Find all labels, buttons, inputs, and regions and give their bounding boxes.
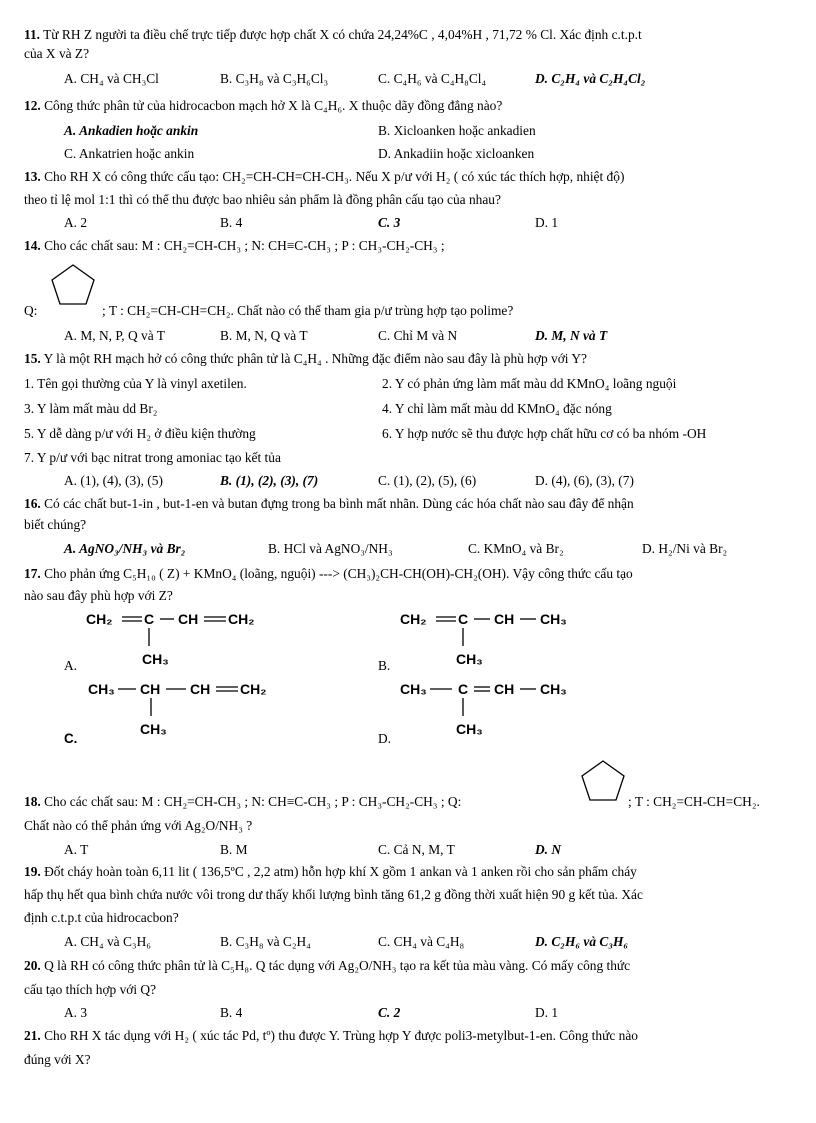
structure-a-diagram — [82, 604, 282, 674]
atom-ch3: CH₃ — [540, 611, 567, 627]
option-c-answer: C. 3 — [378, 215, 401, 230]
question-text: Đốt cháy hoàn toàn 6,11 lit ( 136,5ºC , 2,2 atm) hỗn hợp khí X gồm 1 ankan và 1 anken rồi cho sản phẩm cháy — [44, 864, 637, 879]
option-a: A. 3 — [64, 1005, 88, 1020]
option-d: D. 1 — [535, 215, 559, 230]
atom-ch3: CH₃ — [456, 651, 483, 667]
option-c-answer: C. 2 — [378, 1005, 401, 1020]
atom-ch3: CH₃ — [88, 681, 115, 697]
atom-c: C — [144, 611, 155, 627]
option-c: C. Ankatrien hoặc ankin — [64, 146, 195, 161]
statement-5: 5. Y dễ dàng p/ư với H₂ ở điều kiện thường — [24, 426, 256, 441]
atom-ch2: CH₂ — [240, 681, 267, 697]
option-c: C. (1), (2), (5), (6) — [378, 473, 477, 488]
question-text-cont: biết chúng? — [24, 517, 87, 532]
statement-4: 4. Y chỉ làm mất màu dd KMnO₄ đặc nóng — [382, 401, 612, 416]
question-text: Q là RH có công thức phân tử là C₅H₈. Q tác dụng với Ag₂O/NH₃ tạo ra kết tủa màu vàng. Có mấy công thức — [44, 958, 631, 973]
atom-ch3: CH₃ — [456, 721, 483, 737]
option-c: C. Cả N, M, T — [378, 842, 455, 857]
statement-7: 7. Y p/ư với bạc nitrat trong amoniac tạo kết tủa — [24, 450, 281, 465]
question-12 — [24, 97, 804, 114]
option-b: B. M, N, Q và T — [220, 328, 308, 343]
option-a: A. T — [64, 842, 89, 857]
question-number: 19. — [24, 864, 41, 879]
question-number: 14. — [24, 238, 41, 253]
atom-ch3: CH₃ — [540, 681, 567, 697]
question-text: Có các chất but-1-in , but-1-en và butan đựng trong ba bình mất nhãn. Dùng các hóa chất nào sau đây để nhận — [44, 496, 634, 511]
option-b: B. M — [220, 842, 248, 857]
option-c: C. Chỉ M và N — [378, 328, 458, 343]
question-16 — [24, 495, 804, 512]
option-a: A. CH₄ và CH₃Cl — [64, 71, 159, 86]
option-c: C. CH₄ và C₄H₈ — [378, 934, 465, 949]
atom-ch2: CH₂ — [86, 611, 113, 627]
option-a-answer: A. AgNO₃/NH₃ và Br₂ — [64, 541, 186, 556]
question-17 — [24, 565, 804, 582]
atom-ch: CH — [140, 681, 161, 697]
atom-ch2: CH₂ — [228, 611, 255, 627]
option-c: C. — [64, 731, 78, 746]
question-text: Từ RH Z người ta điều chế trực tiếp được hợp chất X có chứa 24,24%C , 4,04%H , 71,72 % Cl. Xác định c.t.p.t — [43, 27, 642, 42]
question-text: Cho RH X tác dụng với H₂ ( xúc tác Pd, tº) thu được Y. Trùng hợp Y được poli3-metylbut-1-en. Công thức nào — [44, 1028, 638, 1043]
question-text-cont: nào sau đây phù hợp với Z? — [24, 588, 173, 603]
option-b: B. 4 — [220, 215, 243, 230]
atom-ch3: CH₃ — [142, 651, 169, 667]
question-11 — [24, 26, 804, 43]
question-18 — [24, 793, 461, 810]
statement-3: 3. Y làm mất màu dd Br₂ — [24, 401, 158, 416]
question-15 — [24, 350, 804, 367]
q-label: Q: — [24, 303, 38, 318]
question-21 — [24, 1027, 804, 1044]
statement-6: 6. Y hợp nước sẽ thu được hợp chất hữu cơ có ba nhóm -OH — [382, 426, 707, 441]
structure-d-diagram — [396, 676, 596, 740]
option-b: B. C₃H₈ và C₂H₄ — [220, 934, 311, 949]
statement-2: 2. Y có phản ứng làm mất màu dd KMnO₄ loãng nguội — [382, 376, 677, 391]
option-d-answer: D. C₂H₆ và C₃H₆ — [535, 934, 629, 949]
question-text: Cho các chất sau: M : CH₂=CH-CH₃ ; N: CH≡C-CH₃ ; P : CH₃-CH₂-CH₃ ; — [44, 238, 445, 253]
question-text-cont: cấu tạo thích hợp với Q? — [24, 982, 157, 997]
option-a: A. 2 — [64, 215, 88, 230]
question-number: 15. — [24, 351, 41, 366]
question-number: 12. — [24, 98, 41, 113]
question-number: 16. — [24, 496, 41, 511]
option-b: B. Xicloanken hoặc ankadien — [378, 123, 536, 138]
question-text: Cho các chất sau: M : CH₂=CH-CH₃ ; N: CH≡C-CH₃ ; P : CH₃-CH₂-CH₃ ; Q: — [44, 794, 462, 809]
question-number: 21. — [24, 1028, 41, 1043]
option-c: C. C₄H₆ và C₄H₈Cl₄ — [378, 71, 487, 86]
question-text-cont: hấp thụ hết qua bình chứa nước vôi trong dư thấy khối lượng bình tăng 61,2 g đồng thời xuất hiện 90 g kết tủa. Xác — [24, 887, 643, 902]
question-number: 13. — [24, 169, 41, 184]
option-b: B. — [378, 658, 391, 673]
question-20 — [24, 957, 804, 974]
question-number: 18. — [24, 794, 41, 809]
option-d: D. — [378, 731, 392, 746]
option-a: A. M, N, P, Q và T — [64, 328, 165, 343]
atom-ch2: CH₂ — [400, 611, 427, 627]
question-text-cont: Chất nào có thể phản ứng với Ag₂O/NH₃ ? — [24, 818, 253, 833]
atom-ch3: CH₃ — [140, 721, 167, 737]
question-number: 20. — [24, 958, 41, 973]
structure-b-diagram — [396, 604, 596, 674]
option-a: A. (1), (4), (3), (5) — [64, 473, 163, 488]
question-text-cont: định c.t.p.t của hidrocacbon? — [24, 910, 179, 925]
question-text-cont: ; T : CH₂=CH-CH=CH₂. Chất nào có thể tham gia p/ư trùng hợp tạo polime? — [102, 303, 514, 318]
option-a-answer: A. Ankadien hoặc ankin — [64, 123, 199, 138]
question-number: 11. — [24, 27, 40, 42]
atom-ch: CH — [494, 681, 515, 697]
option-b: B. C₃H₈ và C₃H₆Cl₃ — [220, 71, 329, 86]
question-text: Cho phản ứng C₅H₁₀ ( Z) + KMnO₄ (loãng, nguội) ---> (CH₃)₂CH-CH(OH)-CH₂(OH). Vậy công thức cấu tạo — [44, 566, 633, 581]
option-d: D. Ankadiin hoặc xicloanken — [378, 146, 535, 161]
atom-c: C — [458, 611, 469, 627]
statement-1: 1. Tên gọi thường của Y là vinyl axetilen. — [24, 376, 247, 391]
question-14 — [24, 237, 804, 254]
option-b: B. 4 — [220, 1005, 243, 1020]
option-a: A. CH₄ và C₃H₆ — [64, 934, 151, 949]
option-a: A. — [64, 658, 78, 673]
structure-c-diagram — [84, 676, 284, 740]
option-d-answer: D. C₂H₄ và C₂H₄Cl₂ — [535, 71, 646, 86]
question-13 — [24, 168, 804, 185]
option-c: C. KMnO₄ và Br₂ — [468, 541, 564, 556]
option-d-answer: D. M, N và T — [535, 328, 608, 343]
question-text-t: ; T : CH₂=CH-CH=CH₂. — [628, 794, 760, 809]
question-text-cont: đúng với X? — [24, 1052, 91, 1067]
question-number: 17. — [24, 566, 41, 581]
atom-ch: CH — [494, 611, 515, 627]
atom-ch: CH — [190, 681, 211, 697]
question-text-cont: theo tỉ lệ mol 1:1 thì có thể thu được bao nhiêu sản phẩm là đồng phân cấu tạo của nhau? — [24, 192, 501, 207]
atom-c: C — [458, 681, 469, 697]
option-d: D. H₂/Ni và Br₂ — [642, 541, 728, 556]
option-d: D. 1 — [535, 1005, 559, 1020]
atom-ch3: CH₃ — [400, 681, 427, 697]
option-b-answer: B. (1), (2), (3), (7) — [220, 473, 319, 488]
question-text: Y là một RH mạch hở có công thức phân tử là C₄H₄ . Những đặc điểm nào sau đây là phù hợp với Y? — [43, 351, 587, 366]
question-text: Công thức phân tử của hidrocacbon mạch hở X là C₄H₆. X thuộc dãy đồng đẳng nào? — [44, 98, 503, 113]
option-d: D. (4), (6), (3), (7) — [535, 473, 634, 488]
cyclopentane-icon — [578, 758, 628, 804]
atom-ch: CH — [178, 611, 199, 627]
question-19 — [24, 863, 804, 880]
option-b: B. HCl và AgNO₃/NH₃ — [268, 541, 393, 556]
cyclopentane-icon — [48, 262, 98, 308]
question-text-cont: của X và Z? — [24, 46, 90, 61]
option-d-answer: D. N — [535, 842, 562, 857]
question-text: Cho RH X có công thức cấu tạo: CH₂=CH-CH=CH-CH₃. Nếu X p/ư với H₂ ( có xúc tác thích hợp, nhiệt độ) — [44, 169, 625, 184]
